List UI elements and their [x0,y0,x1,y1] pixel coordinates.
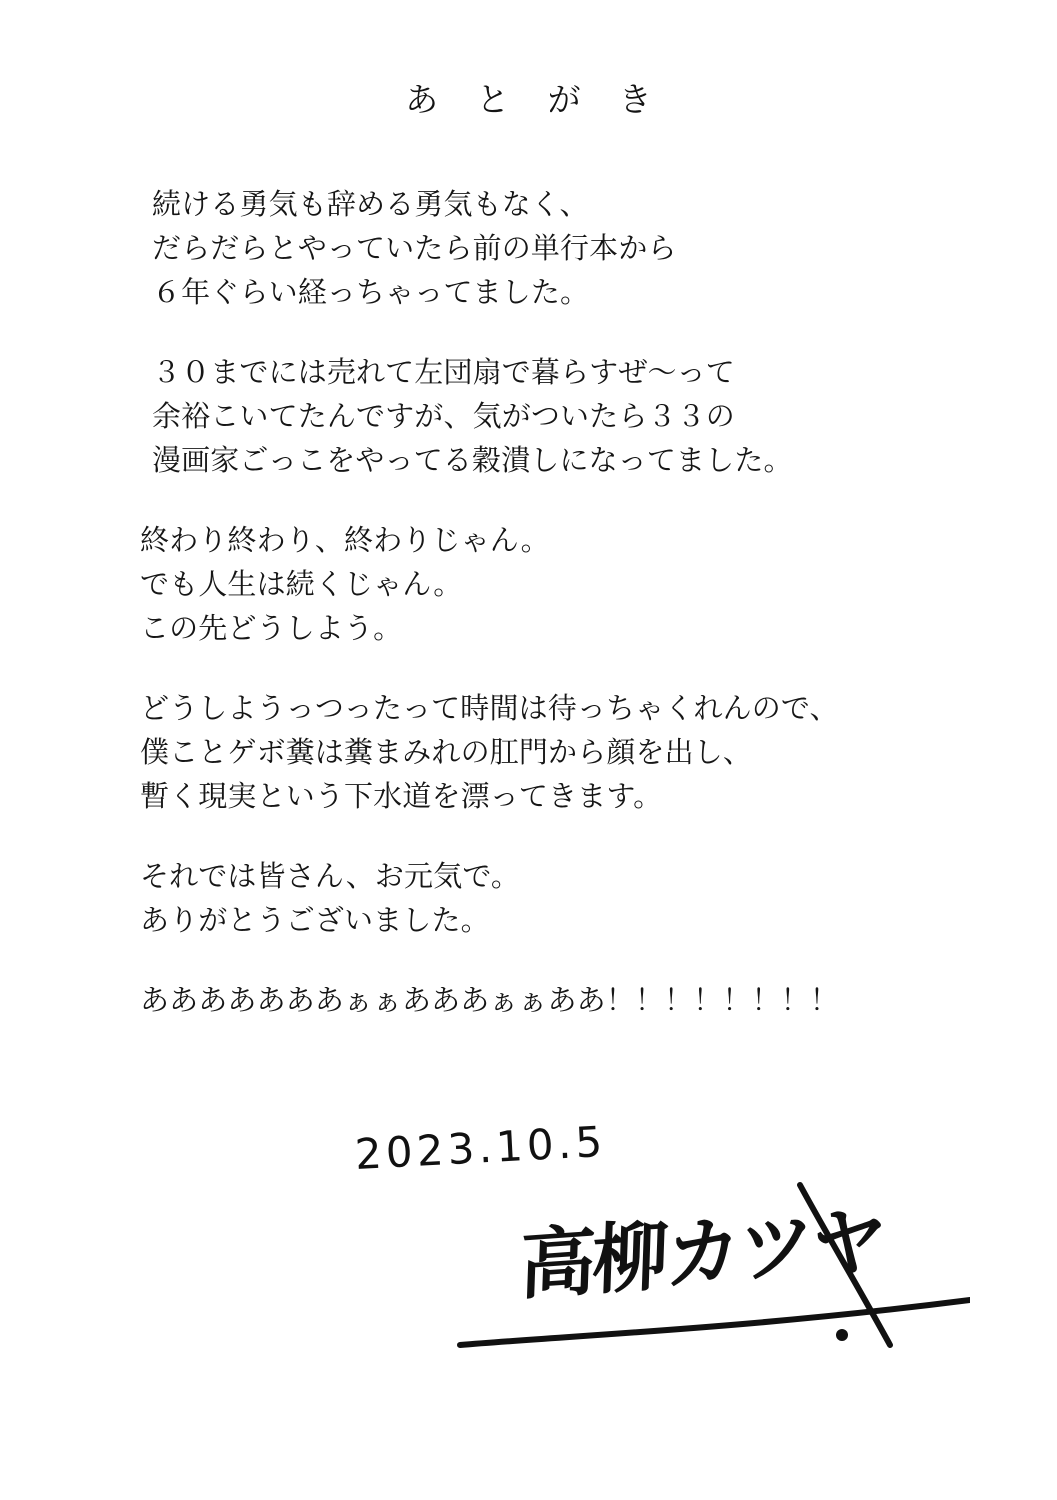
page-title: あ と が き [405,80,666,119]
text-line: ６年ぐらい経っちゃってました。 [152,275,590,309]
signature-date: 2023.10.5 [353,1116,608,1179]
signature-name: 高柳カツヤ [518,1195,886,1311]
text-line: でも人生は続くじゃん。 [140,567,463,601]
afterword-body [140,182,970,1022]
signature-block [330,1116,970,1390]
paragraph [140,518,970,650]
text-line: ３０までには売れて左団扇で暮らすぜ～って [152,355,735,389]
text-line: だらだらとやっていたら前の単行本から [152,231,677,265]
paragraph [140,350,970,482]
text-line: 終わり終わり、終わりじゃん。 [140,523,550,557]
paragraph [140,686,970,818]
text-line: 余裕こいてたんですが、気がついたら３３の [152,399,735,433]
text-line: どうしようっつったって時間は待っちゃくれんので、 [140,691,839,725]
paragraph [140,182,970,314]
text-line: それでは皆さん、お元気で。 [140,859,521,893]
paragraph [140,854,970,942]
paragraph [140,978,970,1022]
text-line: 暫く現実という下水道を漂ってきます。 [140,779,663,813]
text-line: ありがとうございました。 [140,903,490,937]
text-line: 続ける勇気も辞める勇気もなく、 [152,187,589,221]
text-line: 僕ことゲボ糞は糞まみれの肛門から顔を出し、 [140,735,753,769]
text-line: 漫画家ごっこをやってる穀潰しになってました。 [152,443,793,477]
text-line: この先どうしよう。 [140,611,403,645]
text-line: あああああああぁぁあああぁぁああ！！！！！！！！ [140,983,839,1017]
